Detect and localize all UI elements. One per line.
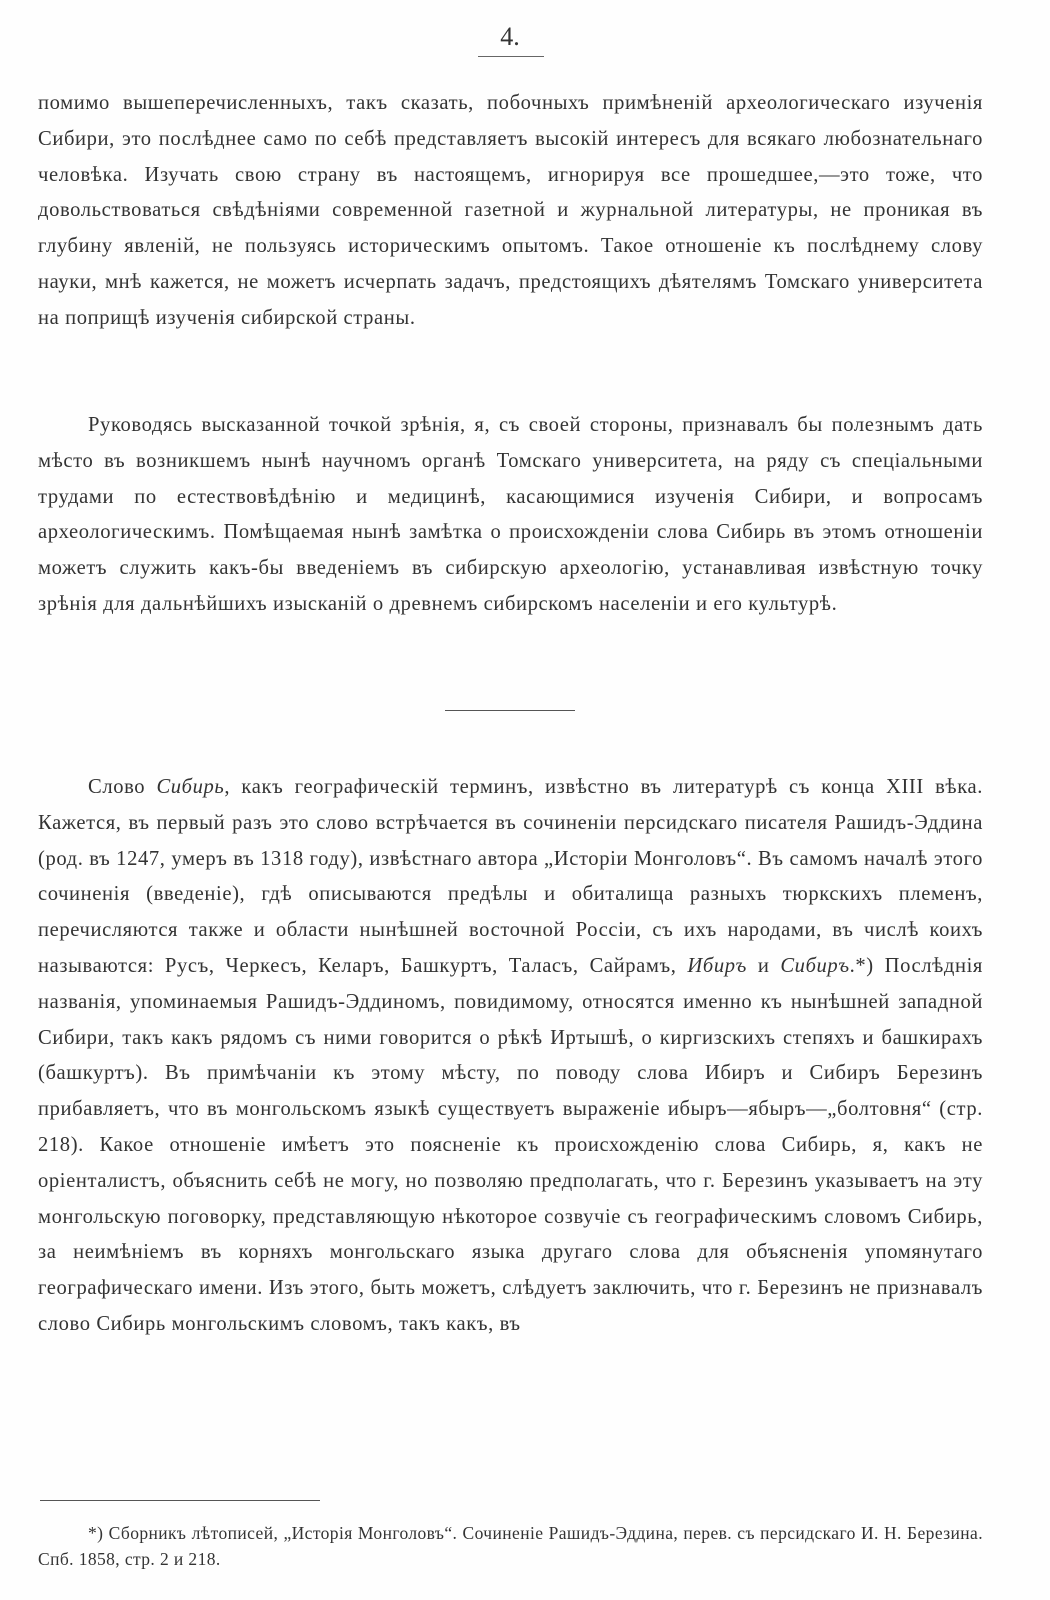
text-block-continuation (38, 86, 983, 337)
paragraph-3-start: Слово (88, 776, 157, 798)
paragraph-3 (38, 770, 983, 1343)
paragraph-2: Руководясь высказанной точкой зрѣнія, я, съ своей стороны, признавалъ бы полезнымъ дать мѣсто въ возникшемъ нынѣ научномъ органѣ Томскаго университета, на ряду съ спеціальными трудами по естествовѣдѣнію и медицинѣ, касающимися изученія Сибири, и вопросамъ археологическимъ. Помѣщаемая нынѣ замѣтка о происхожденіи слова Сибирь въ этомъ отношеніи можетъ служить какъ-бы введеніемъ въ сибирскую археологію, устанавливая извѣстную точку зрѣнія для дальнѣйшихъ изысканій о древнемъ сибирскомъ населеніи и его культурѣ. (38, 414, 983, 615)
paragraph-3-end: .*) Послѣднія названія, упоминаемыя Рашидъ-Эддиномъ, повидимому, относятся именно къ нынѣшней западной Сибири, такъ какъ рядомъ съ ними говорится о рѣкѣ Иртышѣ, о киргизскихъ степяхъ и башкирахъ (башкуртъ). Въ примѣчаніи къ этому мѣсту, по поводу слова Ибиръ и Сибиръ Березинъ прибавляетъ, что въ монгольскомъ языкѣ существуетъ выраженіе ибыръ—ябыръ—„болтовня“ (стр. 218). Какое отношеніе имѣетъ это поясненіе къ происхожденію слова Сибирь, я, какъ не оріенталистъ, объяснить себѣ не могу, но позволяю предполагать, что г. Березинъ указываетъ на эту монгольскую поговорку, представляющую нѣкоторое созвучіе съ географическимъ словомъ Сибирь, за неимѣніемъ въ корняхъ монгольскаго языка другаго слова для объясненія упомянутаго географическаго имени. Изъ этого, быть можетъ, слѣдуетъ заключить, что г. Березинъ не признавалъ слово Сибирь монгольскимъ словомъ, такъ какъ, въ (38, 954, 983, 1335)
paragraph-1: помимо вышеперечисленныхъ, такъ сказать, побочныхъ примѣненій археологическаго изученія Сибири, это послѣднее само по себѣ представляетъ высокій интересъ для всякаго любознательнаго человѣка. Изучать свою страну въ настоящемъ, игнорируя все прошедшее,—это тоже, что довольствоваться свѣдѣніями современной газетной и журнальной литературы, не проникая въ глубину явленій, не пользуясь историческимъ опытомъ. Такое отношеніе къ послѣднему слову науки, мнѣ кажется, не можетъ исчерпать задачъ, предстоящихъ дѣятелямъ Томскаго университета на поприщѣ изученія сибирской страны. (38, 92, 983, 329)
term-sibir-italic-2: Сибиръ (780, 954, 850, 977)
section-divider (445, 710, 575, 711)
text-block-second (38, 408, 983, 623)
page-number: 4. (500, 22, 520, 51)
footnote-divider (40, 1500, 320, 1501)
page-number-underline (478, 56, 544, 57)
term-sibir-italic: Сибирь (156, 776, 225, 798)
term-ibir-italic: Ибиръ (687, 954, 747, 977)
text-block-main (38, 770, 983, 1343)
paragraph-3-and: и (746, 954, 781, 977)
paragraph-3-mid: , какъ географическій терминъ, извѣстно въ литературѣ съ конца XIII вѣка. Кажется, въ первый разъ это слово встрѣчается въ сочиненіи персидскаго писателя Рашидъ-Эддина (род. въ 1247, умеръ въ 1318 году), извѣстнаго автора „Исторіи Монголовъ“. Въ самомъ началѣ этого сочиненія (введеніе), гдѣ описываются предѣлы и обиталища разныхъ тюркскихъ племенъ, перечисляются также и области нынѣшней восточной Россіи, съ ихъ народами, въ числѣ коихъ называются: Русъ, Черкесъ, Келаръ, Башкуртъ, Таласъ, Сайрамъ, (38, 776, 983, 977)
footnote: *) Сборникъ лѣтописей, „Исторія Монголовъ“. Сочиненіе Рашидъ-Эддина, перев. съ персидскаго И. Н. Березина. Спб. 1858, стр. 2 и 218. (38, 1523, 983, 1569)
